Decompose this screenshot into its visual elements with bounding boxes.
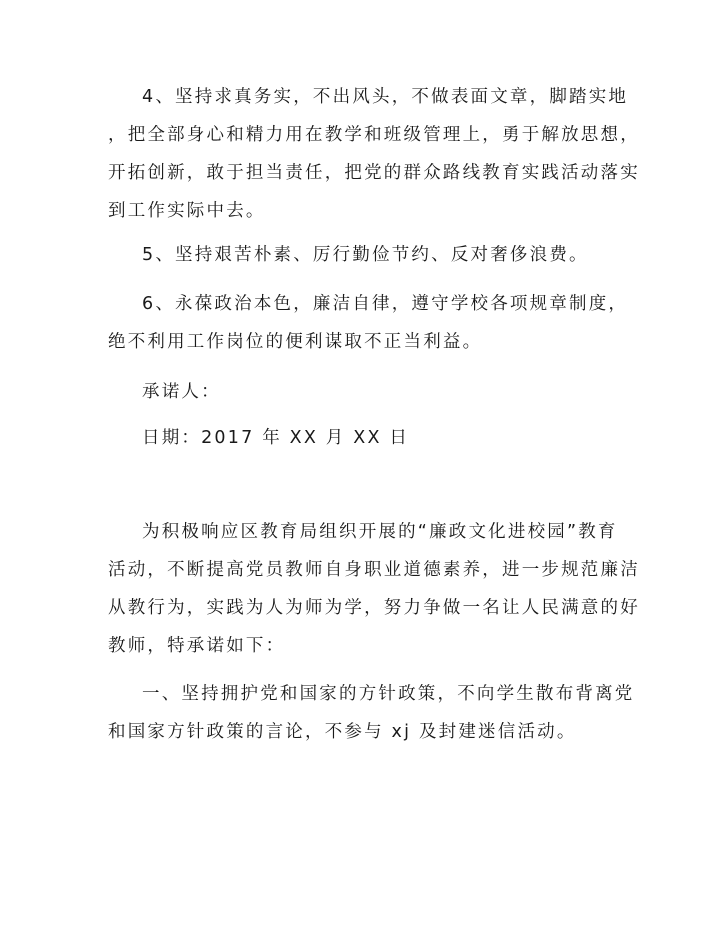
date-line (108, 419, 614, 457)
paragraph-item-6 (108, 285, 629, 361)
text-line: 为积极响应区教育局组织开展的“廉政文化进校园”教育 (142, 522, 618, 542)
text-line: ，把全部身心和精力用在教学和班级管理上，勇于解放思想， (108, 125, 640, 145)
text-line: 和国家方针政策的言论，不参与 xj 及封建迷信活动。 (108, 722, 577, 742)
paragraph-item-5 (108, 236, 614, 274)
paragraph-intro (108, 513, 640, 665)
text-line: 日期：2017 年 XX 月 XX 日 (142, 428, 410, 448)
text-line: 4、坚持求真务实，不出风头，不做表面文章，脚踏实地 (142, 87, 629, 107)
text-line: 到工作实际中去。 (108, 201, 266, 221)
text-line: 活动，不断提高党员教师自身职业道德素养，进一步规范廉洁 (108, 560, 640, 580)
text-line: 6、永葆政治本色，廉洁自律，遵守学校各项规章制度， (142, 294, 629, 314)
text-line: 5、坚持艰苦朴素、厉行勤俭节约、反对奢侈浪费。 (142, 245, 589, 265)
text-line: 绝不利用工作岗位的便利谋取不正当利益。 (108, 332, 483, 352)
paragraph-item-4 (108, 78, 640, 230)
text-line: 开拓创新，敢于担当责任，把党的群众路线教育实践活动落实 (108, 163, 640, 183)
text-line: 承诺人： (142, 382, 221, 402)
text-line: 教师，特承诺如下： (108, 636, 286, 656)
text-line: 从教行为，实践为人为师为学，努力争做一名让人民满意的好 (108, 598, 640, 618)
paragraph-item-1 (108, 675, 635, 751)
text-line: 一、坚持拥护党和国家的方针政策，不向学生散布背离党 (142, 684, 635, 704)
promisor-label (108, 373, 614, 411)
